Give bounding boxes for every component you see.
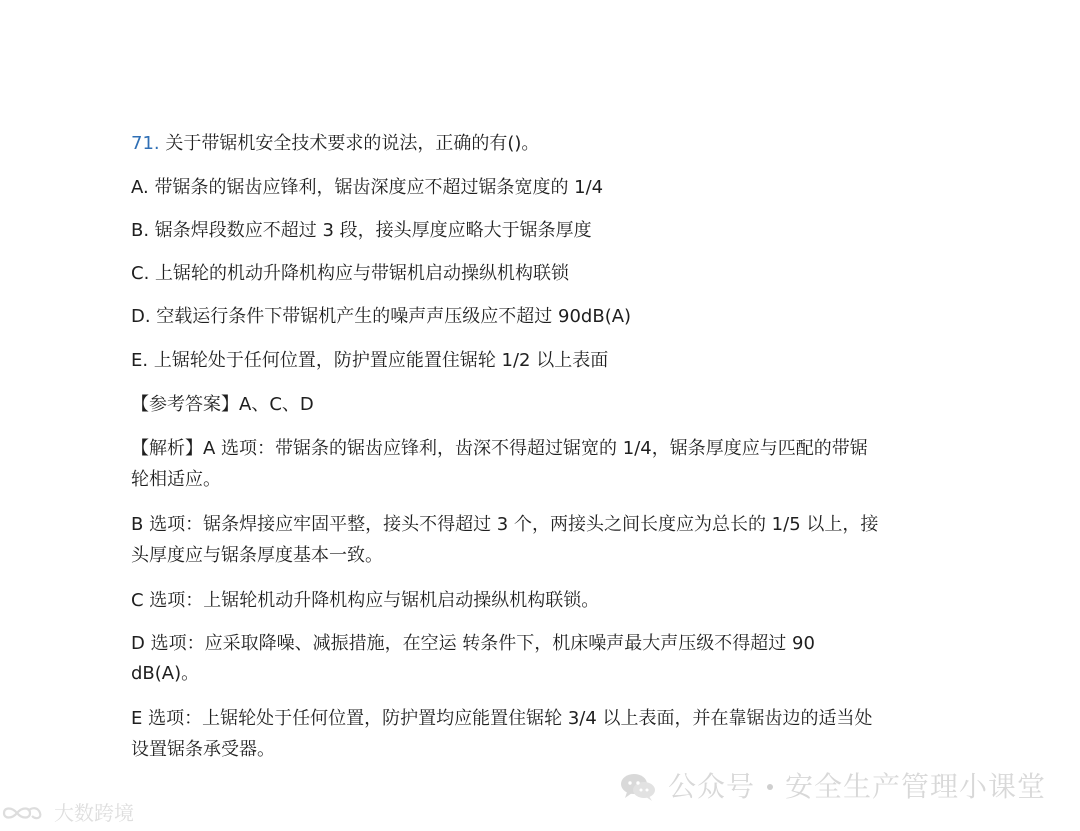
option-d: D. 空载运行条件下带锯机产生的噪声声压级应不超过 90dB(A) [131,306,632,327]
infinity-icon [0,802,48,824]
analysis-line-2: 轮相适应。 [131,469,221,490]
question-stem [131,132,539,156]
question-number: 71. [131,133,160,154]
analysis-line-8: E 选项：上锯轮处于任何位置，防护置均应能置住锯轮 3/4 以上表面，并在靠锯齿边的适当处 [131,708,873,729]
option-a: A. 带锯条的锯齿应锋利，锯齿深度应不超过锯条宽度的 1/4 [131,177,604,198]
option-c: C. 上锯轮的机动升降机构应与带锯机启动操纵机构联锁 [131,263,570,284]
watermark-separator [767,784,773,790]
option-b: B. 锯条焊段数应不超过 3 段，接头厚度应略大于锯条厚度 [131,220,592,241]
analysis-line-6: D 选项：应采取降噪、减振措施，在空运 转条件下，机床噪声最大声压级不得超过 90 [131,633,815,654]
reference-answer: 【参考答案】A、C、D [131,394,314,415]
analysis-line-1: 【解析】A 选项：带锯条的锯齿应锋利，齿深不得超过锯宽的 1/4，锯条厚度应与匹配的带锯 [131,438,868,459]
analysis-line-7: dB(A)。 [131,663,200,684]
corner-logo [0,801,134,825]
analysis-line-5: C 选项：上锯轮机动升降机构应与锯机启动操纵机构联锁。 [131,590,600,611]
wechat-icon [618,771,658,803]
analysis-line-3: B 选项：锯条焊接应牢固平整，接头不得超过 3 个，两接头之间长度应为总长的 1/5 以上，接 [131,514,879,535]
analysis-line-9: 设置锯条承受器。 [131,739,275,760]
watermark-prefix: 公众号 [667,770,755,803]
question-text: 关于带锯机安全技术要求的说法，正确的有()。 [165,133,540,154]
watermark-account-name: 安全生产管理小课堂 [784,770,1046,803]
analysis-line-4: 头厚度应与锯条厚度基本一致。 [131,545,383,566]
wechat-watermark [618,771,1046,803]
corner-logo-text: 大数跨境 [54,801,134,825]
option-e: E. 上锯轮处于任何位置，防护置应能置住锯轮 1/2 以上表面 [131,350,609,371]
